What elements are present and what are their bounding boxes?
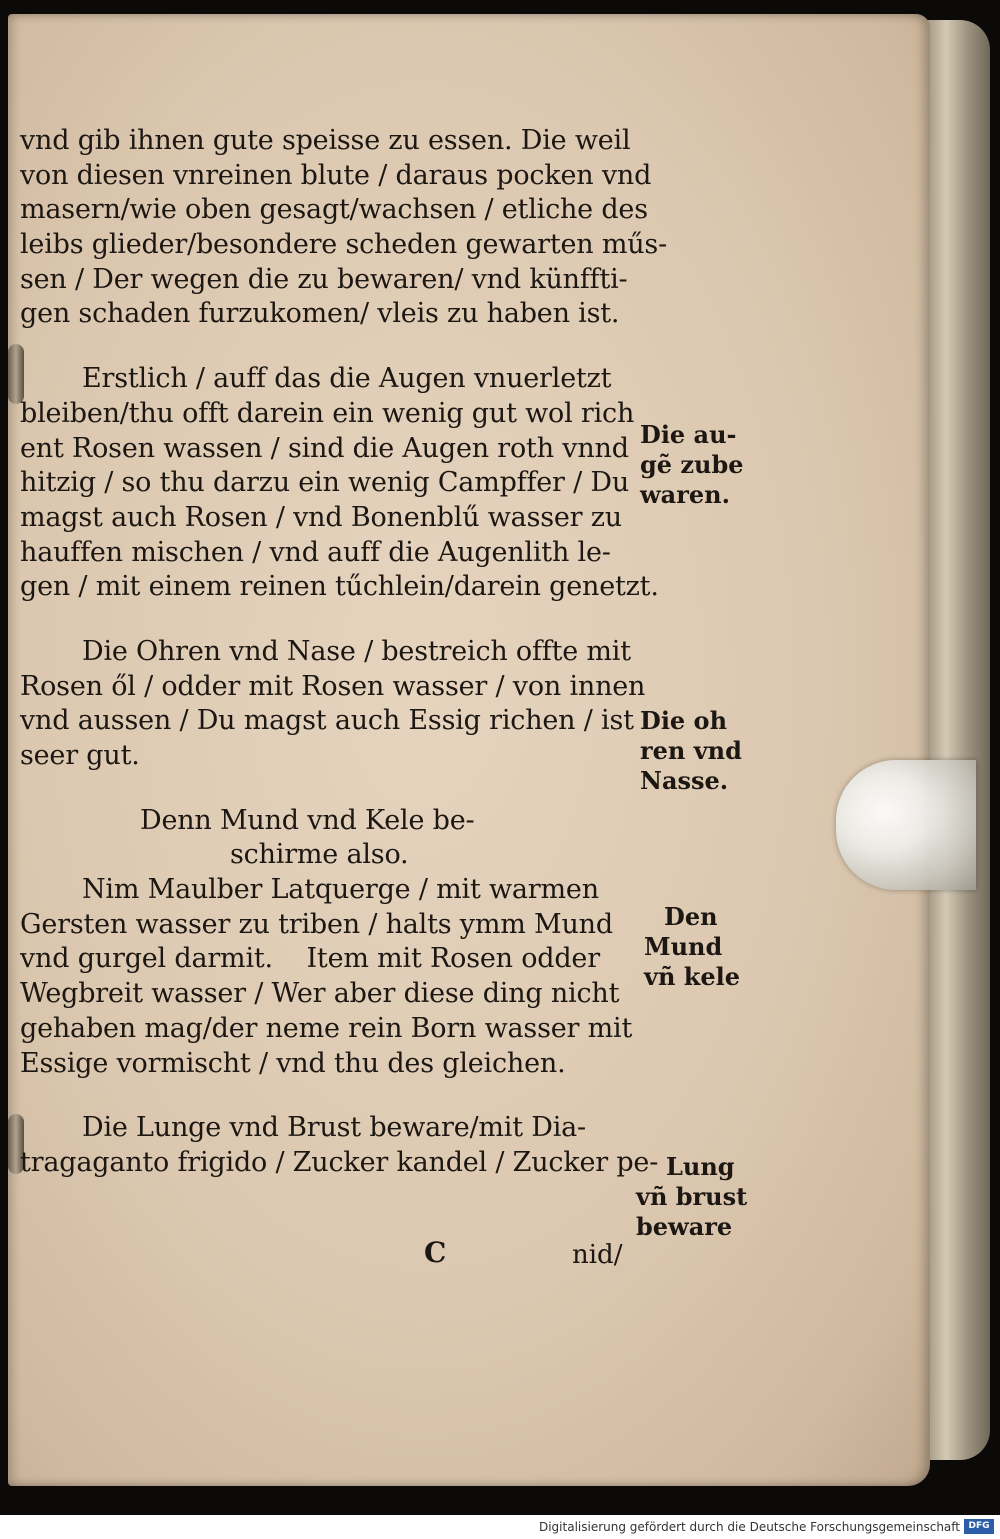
text-line: vnd gurgel darmit. Item mit Rosen odder [20,943,600,975]
marginal-note-line: ren vnd [640,736,742,765]
text-line: seer gut. [20,740,140,771]
text-line: von diesen vnreinen blute / daraus pocken vnd [20,159,652,191]
paragraph-lungs [20,1111,659,1180]
page-body-text [20,124,667,1211]
text-line: Wegbreit wasser / Wer aber diese ding nicht [20,978,620,1010]
text-line: gehaben mag/der neme rein Born wasser mit [20,1012,633,1044]
text-line: hitzig / so thu darzu ein wenig Campffer / Du [20,467,630,499]
marginal-note-line: vñ kele [644,962,741,991]
text-line: vnd gib ihnen gute speisse zu essen. Die weil [20,125,631,156]
text-line: gen / mit einem reinen tűchlein/darein genetzt. [20,571,659,603]
text-line: Erstlich / auff das die Augen vnuerletzt [82,363,612,395]
section-heading: Denn Mund vnd Kele be- [140,804,475,836]
marginal-note-line: Mund [644,932,723,961]
marginal-note-line: Die oh [640,706,728,735]
page-holder-clip [836,760,976,890]
text-line: magst auch Rosen / vnd Bonenblű wasser zu [20,501,622,533]
marginal-note-line: Die au- [640,420,737,449]
paragraph-eyes [20,362,659,605]
funding-credit: Digitalisierung gefördert durch die Deutsche Forschungsgemeinschaft [538,1520,960,1534]
dfg-logo: DFG [964,1519,994,1534]
paragraph-mouth-throat [20,804,640,1082]
marginal-note-line: Den [664,902,718,931]
marginal-note-mouth [644,902,740,992]
marginal-note-line: beware [636,1212,733,1241]
footer-bar [0,1515,1000,1539]
catchword: nid/ [572,1240,623,1270]
text-line: Gersten wasser zu triben / halts ymm Mund [20,908,613,940]
text-line: bleiben/thu offt darein ein wenig gut wol rich [20,397,635,429]
text-line: vnd aussen / Du magst auch Essig richen / ist [20,705,634,737]
marginal-note-lungs [636,1152,747,1242]
marginal-note-eyes [640,420,744,510]
paragraph-ears-nose [20,635,646,774]
marginal-note-line: Lung [666,1152,735,1181]
text-line: leibs glieder/besondere scheden gewarten műs- [20,229,667,261]
marginal-note-line: Nasse. [640,766,729,795]
text-line: Essige vormischt / vnd thu des gleichen. [20,1047,566,1079]
marginal-note-line: waren. [640,480,730,509]
section-heading: schirme also. [230,839,409,871]
text-line: Die Lunge vnd Brust beware/mit Dia- [82,1112,586,1144]
text-line: hauffen mischen / vnd auff die Augenlith le- [20,536,611,568]
text-line: ent Rosen wassen / sind die Augen roth vnnd [20,432,629,464]
text-line: Die Ohren vnd Nase / bestreich offte mit [82,635,631,667]
marginal-note-line: vñ brust [636,1182,748,1211]
marginal-note-line: gẽ zube [640,450,744,479]
text-line: sen / Der wegen die zu bewaren/ vnd künffti- [20,263,628,295]
text-line: Rosen ől / odder mit Rosen wasser / von innen [20,670,646,702]
paragraph-intro [20,124,667,332]
text-line: gen schaden furzukomen/ vleis zu haben ist. [20,298,620,330]
text-line: masern/wie oben gesagt/wachsen / etliche des [20,194,648,226]
marginal-note-ears-nose [640,706,742,796]
text-line: tragaganto frigido / Zucker kandel / Zucker pe- [20,1146,659,1178]
signature-mark: C [424,1236,447,1269]
text-line: Nim Maulber Latquerge / mit warmen [82,874,599,906]
